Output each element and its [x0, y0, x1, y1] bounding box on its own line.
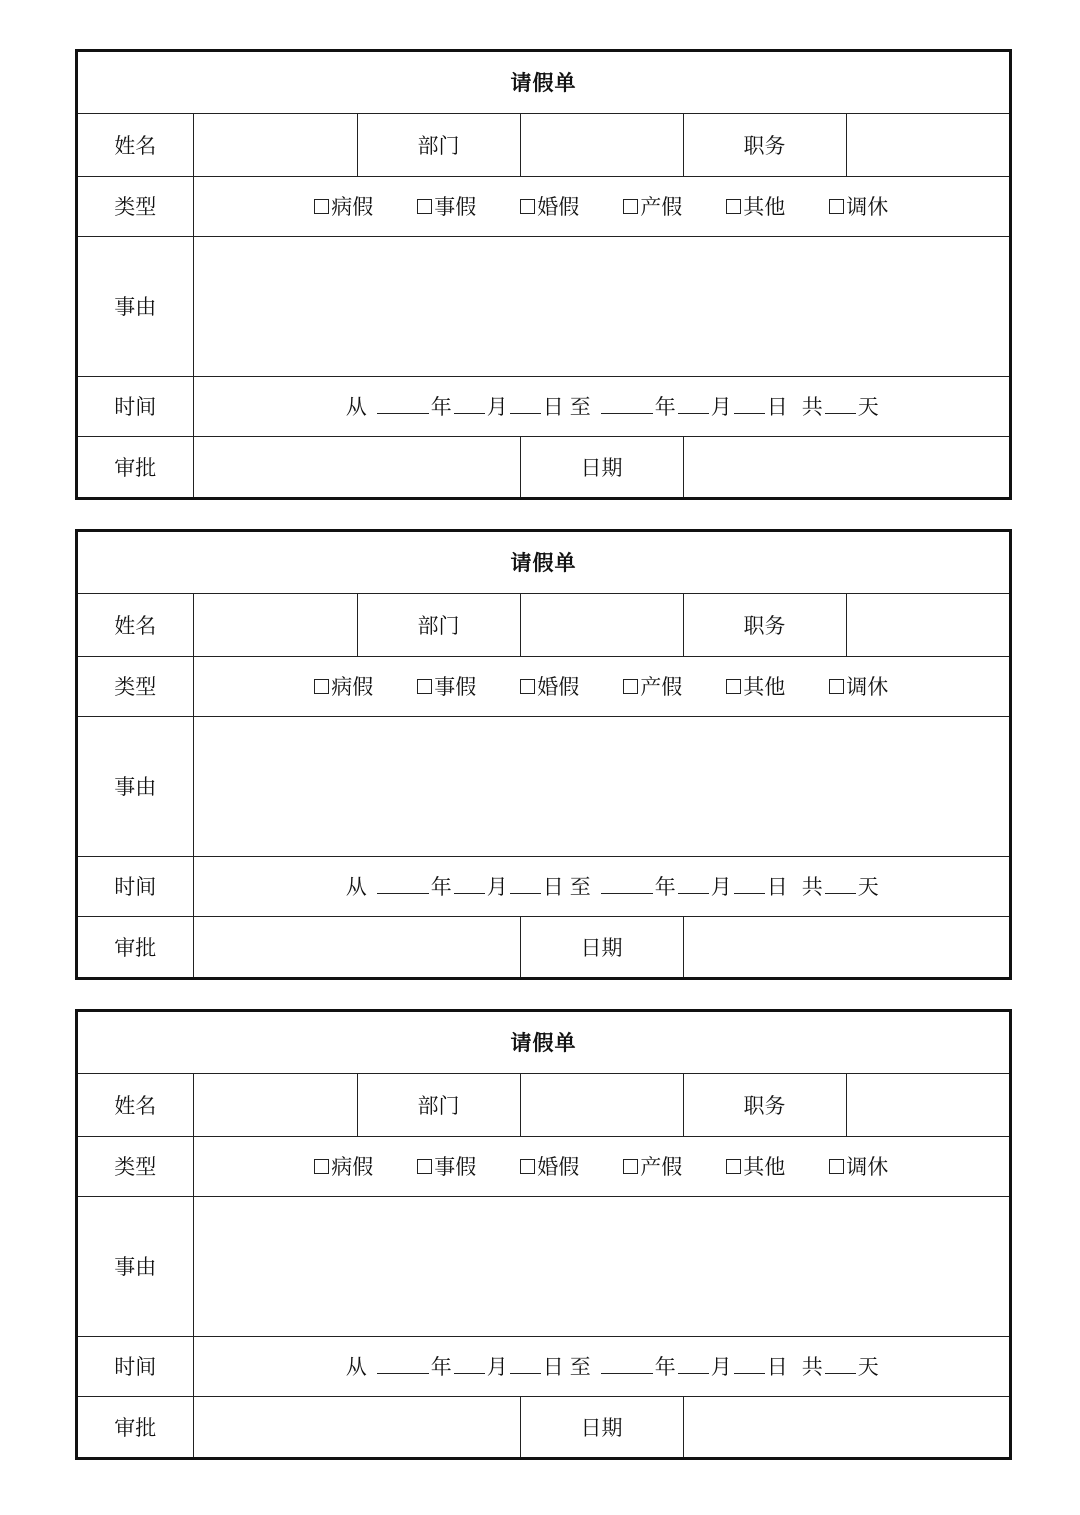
name-label: 姓名 — [78, 1073, 193, 1136]
name-field[interactable] — [193, 1073, 357, 1136]
total-text: 共 — [801, 1355, 823, 1379]
end-day-blank[interactable] — [734, 395, 765, 414]
reason-label: 事由 — [78, 1196, 193, 1336]
date-label: 日期 — [520, 1396, 683, 1457]
days-text: 天 — [857, 1355, 879, 1379]
year-text: 年 — [654, 395, 676, 419]
month-text: 月 — [710, 1355, 732, 1379]
end-year-blank[interactable] — [601, 395, 653, 414]
department-field[interactable] — [520, 1073, 683, 1136]
end-month-blank[interactable] — [678, 395, 709, 414]
end-year-blank[interactable] — [601, 1355, 653, 1374]
start-year-blank[interactable] — [377, 875, 429, 894]
date-label: 日期 — [520, 436, 683, 497]
checkbox[interactable] — [726, 199, 741, 214]
leave-type-option[interactable] — [417, 671, 476, 701]
reason-field[interactable] — [193, 236, 1009, 376]
leave-type-option[interactable] — [726, 1151, 785, 1181]
reason-label: 事由 — [78, 236, 193, 376]
total-text: 共 — [801, 875, 823, 899]
day-text: 日 — [542, 1355, 564, 1379]
day-text: 日 — [766, 1355, 788, 1379]
checkbox[interactable] — [726, 679, 741, 694]
year-text: 年 — [654, 875, 676, 899]
end-month-blank[interactable] — [678, 1355, 709, 1374]
leave-type-label: 其他 — [743, 195, 786, 219]
leave-type-option[interactable] — [829, 191, 888, 221]
leave-type-option[interactable] — [417, 191, 476, 221]
position-field[interactable] — [846, 593, 1009, 656]
approval-label: 审批 — [78, 436, 193, 497]
month-text: 月 — [486, 395, 508, 419]
checkbox[interactable] — [623, 1159, 638, 1174]
leave-type-label: 病假 — [331, 675, 374, 699]
form-title: 请假单 — [78, 52, 1009, 113]
days-text: 天 — [857, 875, 879, 899]
leave-form-table — [78, 1012, 1009, 1457]
leave-type-option[interactable] — [829, 671, 888, 701]
date-field[interactable] — [683, 1396, 1009, 1457]
leave-type-option[interactable] — [726, 191, 785, 221]
reason-label: 事由 — [78, 716, 193, 856]
leave-type-label: 其他 — [743, 675, 786, 699]
reason-field[interactable] — [193, 1196, 1009, 1336]
leave-type-option[interactable] — [314, 191, 373, 221]
date-field[interactable] — [683, 916, 1009, 977]
leave-type-option[interactable] — [726, 671, 785, 701]
department-field[interactable] — [520, 593, 683, 656]
start-day-blank[interactable] — [510, 875, 541, 894]
day-text: 日 — [766, 875, 788, 899]
leave-type-option[interactable] — [520, 671, 579, 701]
month-text: 月 — [710, 395, 732, 419]
checkbox[interactable] — [417, 1159, 432, 1174]
checkbox[interactable] — [829, 679, 844, 694]
position-field[interactable] — [846, 113, 1009, 176]
leave-type-option[interactable] — [623, 191, 682, 221]
leave-type-options — [193, 656, 1009, 716]
position-label: 职务 — [683, 113, 846, 176]
leave-form-3 — [75, 1009, 1012, 1460]
leave-type-label: 事假 — [434, 1155, 477, 1179]
leave-type-option[interactable] — [520, 1151, 579, 1181]
leave-form-2 — [75, 529, 1012, 980]
checkbox[interactable] — [417, 199, 432, 214]
form-title: 请假单 — [78, 1012, 1009, 1073]
to-text: 至 — [569, 395, 591, 419]
leave-type-label: 调休 — [846, 675, 889, 699]
date-field[interactable] — [683, 436, 1009, 497]
end-month-blank[interactable] — [678, 875, 709, 894]
day-text: 日 — [542, 395, 564, 419]
department-label: 部门 — [357, 593, 520, 656]
start-day-blank[interactable] — [510, 395, 541, 414]
checkbox[interactable] — [829, 1159, 844, 1174]
checkbox[interactable] — [829, 199, 844, 214]
checkbox[interactable] — [417, 679, 432, 694]
checkbox[interactable] — [314, 199, 329, 214]
leave-type-option[interactable] — [623, 1151, 682, 1181]
leave-type-label: 婚假 — [537, 195, 580, 219]
days-text: 天 — [857, 395, 879, 419]
month-text: 月 — [486, 875, 508, 899]
time-label: 时间 — [78, 1336, 193, 1396]
end-year-blank[interactable] — [601, 875, 653, 894]
checkbox[interactable] — [520, 199, 535, 214]
start-month-blank[interactable] — [454, 395, 485, 414]
leave-type-label: 其他 — [743, 1155, 786, 1179]
leave-type-label: 产假 — [640, 675, 683, 699]
total-days-blank[interactable] — [825, 395, 856, 414]
leave-type-option[interactable] — [417, 1151, 476, 1181]
checkbox[interactable] — [314, 1159, 329, 1174]
leave-type-label: 事假 — [434, 675, 477, 699]
name-label: 姓名 — [78, 593, 193, 656]
leave-type-option[interactable] — [314, 1151, 373, 1181]
type-label: 类型 — [78, 656, 193, 716]
total-text: 共 — [801, 395, 823, 419]
leave-type-option[interactable] — [520, 191, 579, 221]
leave-type-label: 调休 — [846, 195, 889, 219]
leave-type-option[interactable] — [314, 671, 373, 701]
checkbox[interactable] — [520, 1159, 535, 1174]
from-text: 从 — [345, 395, 367, 419]
checkbox[interactable] — [520, 679, 535, 694]
leave-type-options — [193, 176, 1009, 236]
start-day-blank[interactable] — [510, 1355, 541, 1374]
approval-label: 审批 — [78, 916, 193, 977]
to-text: 至 — [569, 875, 591, 899]
type-label: 类型 — [78, 176, 193, 236]
leave-type-label: 调休 — [846, 1155, 889, 1179]
from-text: 从 — [345, 1355, 367, 1379]
time-period — [193, 856, 1009, 916]
time-period — [193, 1336, 1009, 1396]
end-day-blank[interactable] — [734, 1355, 765, 1374]
checkbox[interactable] — [623, 199, 638, 214]
leave-type-label: 婚假 — [537, 1155, 580, 1179]
leave-form-table — [78, 52, 1009, 497]
leave-type-label: 产假 — [640, 1155, 683, 1179]
from-text: 从 — [345, 875, 367, 899]
leave-type-option[interactable] — [829, 1151, 888, 1181]
date-label: 日期 — [520, 916, 683, 977]
name-label: 姓名 — [78, 113, 193, 176]
name-field[interactable] — [193, 113, 357, 176]
leave-type-label: 事假 — [434, 195, 477, 219]
leave-type-options — [193, 1136, 1009, 1196]
department-field[interactable] — [520, 113, 683, 176]
name-field[interactable] — [193, 593, 357, 656]
leave-form-table — [78, 532, 1009, 977]
to-text: 至 — [569, 1355, 591, 1379]
total-days-blank[interactable] — [825, 875, 856, 894]
day-text: 日 — [766, 395, 788, 419]
day-text: 日 — [542, 875, 564, 899]
start-year-blank[interactable] — [377, 395, 429, 414]
form-title: 请假单 — [78, 532, 1009, 593]
approval-field[interactable] — [193, 916, 520, 977]
type-label: 类型 — [78, 1136, 193, 1196]
year-text: 年 — [430, 1355, 452, 1379]
leave-type-label: 病假 — [331, 195, 374, 219]
checkbox[interactable] — [623, 679, 638, 694]
department-label: 部门 — [357, 113, 520, 176]
start-year-blank[interactable] — [377, 1355, 429, 1374]
approval-label: 审批 — [78, 1396, 193, 1457]
time-label: 时间 — [78, 376, 193, 436]
leave-type-label: 产假 — [640, 195, 683, 219]
leave-form-1 — [75, 49, 1012, 500]
position-field[interactable] — [846, 1073, 1009, 1136]
position-label: 职务 — [683, 1073, 846, 1136]
leave-type-option[interactable] — [623, 671, 682, 701]
leave-type-label: 婚假 — [537, 675, 580, 699]
year-text: 年 — [430, 395, 452, 419]
time-period — [193, 376, 1009, 436]
end-day-blank[interactable] — [734, 875, 765, 894]
start-month-blank[interactable] — [454, 1355, 485, 1374]
position-label: 职务 — [683, 593, 846, 656]
month-text: 月 — [486, 1355, 508, 1379]
reason-field[interactable] — [193, 716, 1009, 856]
month-text: 月 — [710, 875, 732, 899]
start-month-blank[interactable] — [454, 875, 485, 894]
year-text: 年 — [430, 875, 452, 899]
approval-field[interactable] — [193, 1396, 520, 1457]
leave-type-label: 病假 — [331, 1155, 374, 1179]
checkbox[interactable] — [726, 1159, 741, 1174]
total-days-blank[interactable] — [825, 1355, 856, 1374]
checkbox[interactable] — [314, 679, 329, 694]
approval-field[interactable] — [193, 436, 520, 497]
time-label: 时间 — [78, 856, 193, 916]
year-text: 年 — [654, 1355, 676, 1379]
department-label: 部门 — [357, 1073, 520, 1136]
